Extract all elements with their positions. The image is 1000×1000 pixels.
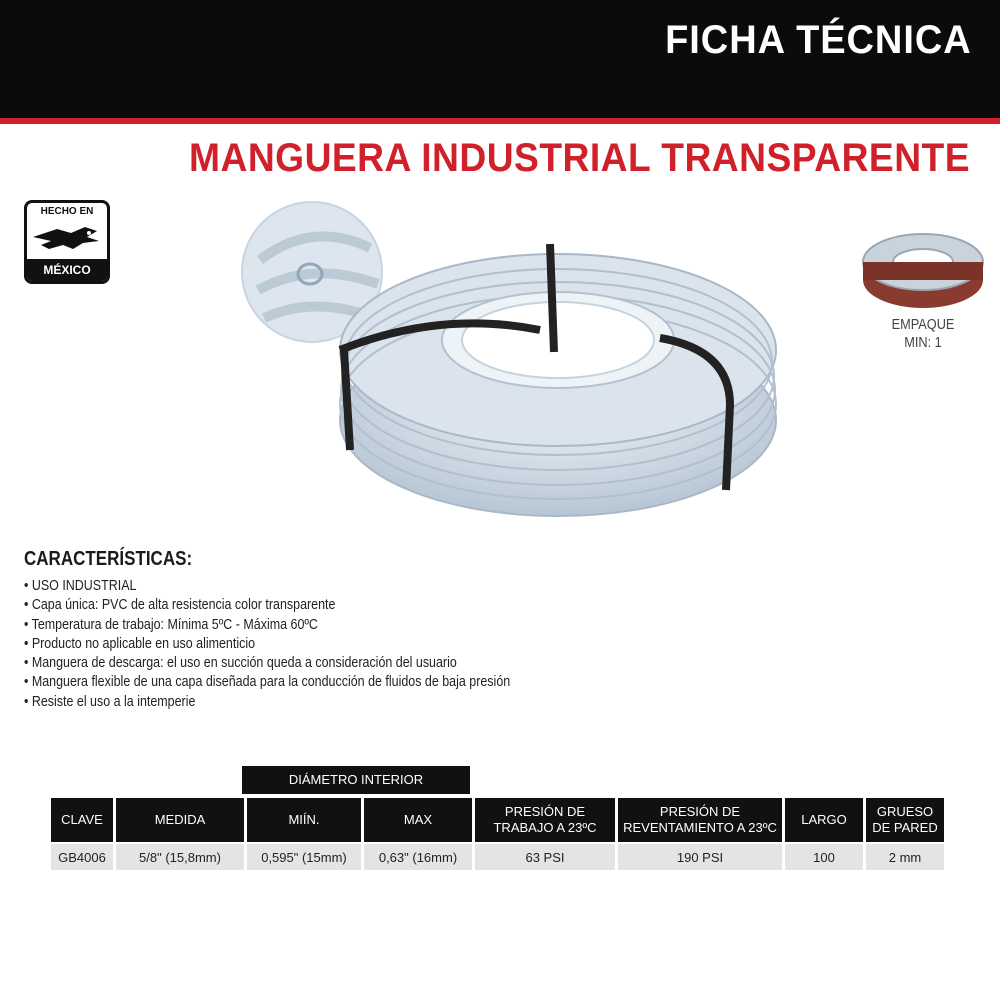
cell-clave: GB4006 [51,844,113,870]
cell-medida: 5/8" (15,8mm) [116,844,244,870]
cell-largo: 100 [785,844,863,870]
col-max: MAX [364,798,472,842]
spec-table [48,796,947,872]
package-label-line2: MIN: 1 [904,334,942,351]
cell-grueso: 2 mm [866,844,944,870]
table-row [51,844,944,870]
badge-bottom-text: MÉXICO [27,259,107,281]
list-item: • Manguera de descarga: el uso en succión queda a consideración del usuario [24,654,510,673]
hose-coil-image [240,200,785,520]
cell-min: 0,595" (15mm) [247,844,361,870]
col-largo: LARGO [785,798,863,842]
made-in-mexico-badge [24,200,110,284]
product-title: MANGUERA INDUSTRIAL TRANSPARENTE [189,136,971,180]
list-item: • Resiste el uso a la intemperie [24,693,510,712]
package-label [868,316,979,352]
list-item: • USO INDUSTRIAL [24,577,510,596]
inner-diameter-header: DIÁMETRO INTERIOR [242,766,470,794]
col-presion-trabajo: PRESIÓN DE TRABAJO A 23ºC [475,798,615,842]
cell-presion-trabajo: 63 PSI [475,844,615,870]
cell-max: 0,63" (16mm) [364,844,472,870]
table-header-row [51,798,944,842]
col-clave: CLAVE [51,798,113,842]
list-item: • Capa única: PVC de alta resistencia color transparente [24,596,510,615]
page-title: FICHA TÉCNICA [665,18,972,62]
features-list [24,577,589,712]
features-heading: CARACTERÍSTICAS: [24,548,193,570]
list-item: • Producto no aplicable en uso alimenticio [24,635,510,654]
col-presion-reventamiento: PRESIÓN DE REVENTAMIENTO A 23ºC [618,798,782,842]
package-label-line1: EMPAQUE [891,316,955,333]
col-grueso: GRUESO DE PARED [866,798,944,842]
list-item: • Temperatura de trabajo: Mínima 5ºC - Máxima 60ºC [24,616,510,635]
package-image [858,222,988,312]
col-medida: MEDIDA [116,798,244,842]
eagle-icon [27,219,107,259]
cell-presion-reventamiento: 190 PSI [618,844,782,870]
badge-top-text: HECHO EN [40,206,94,217]
header-red-stripe [0,118,1000,124]
list-item: • Manguera flexible de una capa diseñada para la conducción de fluidos de baja presión [24,673,510,692]
col-min: MIÍN. [247,798,361,842]
